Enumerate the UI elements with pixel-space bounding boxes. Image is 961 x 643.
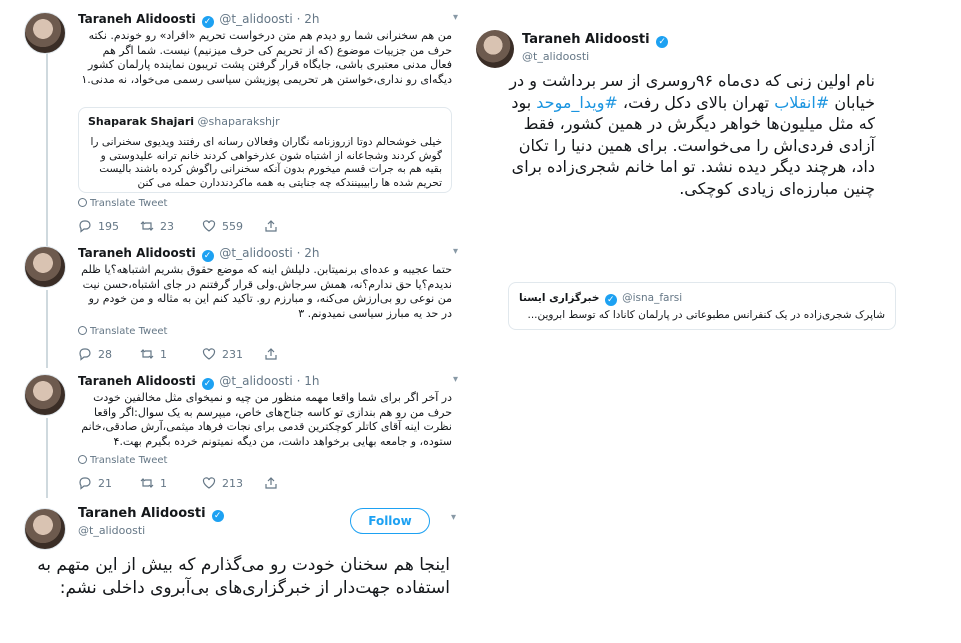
tweet-header — [78, 12, 448, 28]
tweet-text: در آخر اگر برای شما واقعا مهمه منظور من چیه و نمیخوای مثل مخالفین خودت حرف من رو هم بندازی تو کاسه جناح‌های خاص، میپرسم به یک سوال:اگر واقعا نظرت اینه آقای کاتلر کوچکترین قدمی برای نجات فرهاد میثمی،آرش صادقی،خانم ستوده، و جامعه بهایی برخواهد داشت، من دیگه نمیتونم خرده بگیرم بهت.۴ — [81, 391, 452, 448]
retweet-button[interactable] — [140, 219, 174, 233]
embedded-tweet[interactable] — [462, 0, 961, 643]
retweet-icon — [140, 347, 154, 361]
quoted-tweet-text: شاپرک شجری‌زاده در یک کنفرانس مطبوعاتی در پارلمان کانادا که توسط ابروین... — [527, 309, 885, 321]
tweet-time[interactable]: · 2h — [296, 12, 320, 26]
reply-button[interactable] — [78, 219, 119, 233]
tweet-time[interactable]: · 2h — [296, 246, 320, 260]
thread-tweet-2[interactable] — [10, 246, 458, 364]
tweet-actions — [78, 347, 318, 363]
quoted-author-handle: @isna_farsi — [622, 292, 683, 304]
heart-icon — [202, 347, 216, 361]
share-icon — [264, 219, 278, 233]
author-handle[interactable]: @t_alidoosti — [219, 12, 293, 26]
tweet-actions — [78, 219, 318, 235]
tweet-text-part: بود که مثل میلیون‌ها خواهر دیگرش در همین کشور، فقط آزادی فردی‌اش را می‌خواست. برای همین دنیا را تکان داد، هرچند دیگر دیده نشد. تو اما خانم شجری‌زاده برای چنین مبارزه‌ای زیادی کوچکی. — [511, 92, 875, 198]
author-handle[interactable]: @t_alidoosti — [78, 524, 146, 537]
tweet-text-part: نام اولین زنی که دی‌ماه ۹۶روسری از سر برداشت و در خیابان — [509, 71, 875, 112]
reply-icon — [78, 347, 92, 361]
tweet-text: حتما عجیبه و عده‌ای برنمیتابن. دلیلش اینه که موضع حقوق بشریم اشتباهه؟یا ظلم ندیدم؟یا حق ندارم؟نه، همش سرجاش.ولی قرار گرفتنم در جای اشتباه،حسن نیت من نوعی رو بی‌ارزش می‌کنه، و مبارزم رو. تاکید کنم این به مثاله و من خودم رو در حد یه مبارز سیاسی نمیدونم. ۳ — [81, 263, 452, 320]
reply-count: 28 — [98, 347, 112, 361]
heart-icon — [202, 476, 216, 490]
author-name[interactable]: Taraneh Alidoosti — [78, 12, 196, 26]
quoted-author-handle: @shaparakshjr — [197, 115, 280, 128]
like-count: 213 — [222, 476, 243, 490]
author-name[interactable]: Taraneh Alidoosti — [78, 506, 206, 521]
retweet-count: 1 — [160, 476, 167, 490]
reply-icon — [78, 219, 92, 233]
author-handle[interactable]: @t_alidoosti — [219, 374, 293, 388]
avatar[interactable] — [24, 12, 66, 54]
tweet-header — [78, 506, 226, 522]
like-count: 231 — [222, 347, 243, 361]
verified-badge-icon: ✓ — [605, 294, 617, 306]
translate-tweet-link[interactable] — [78, 455, 167, 466]
avatar[interactable] — [24, 246, 66, 288]
reply-count: 195 — [98, 219, 119, 233]
like-button[interactable] — [202, 219, 243, 233]
globe-icon — [78, 455, 87, 464]
verified-badge-icon: ✓ — [656, 36, 668, 48]
author-handle[interactable]: @t_alidoosti — [522, 50, 590, 63]
retweet-icon — [140, 476, 154, 490]
retweet-count: 1 — [160, 347, 167, 361]
tweet-time[interactable]: · 1h — [296, 374, 320, 388]
share-button[interactable] — [264, 347, 278, 361]
globe-icon — [78, 198, 87, 207]
author-name[interactable]: Taraneh Alidoosti — [78, 374, 196, 388]
reply-icon — [78, 476, 92, 490]
translate-label: Translate Tweet — [90, 326, 168, 337]
share-icon — [264, 476, 278, 490]
author-name[interactable]: Taraneh Alidoosti — [522, 32, 650, 47]
share-button[interactable] — [264, 476, 278, 490]
like-count: 559 — [222, 219, 243, 233]
chevron-down-icon[interactable]: ▾ — [450, 512, 456, 523]
reply-button[interactable] — [78, 476, 112, 490]
author-handle[interactable]: @t_alidoosti — [219, 246, 293, 260]
tweet-header — [78, 374, 448, 390]
tweet-text: من هم سخنرانی شما رو دیدم هم متن درخواست تحریم «افراد» رو خوندم. نکته حرف من جزییات موضوع (که از تحریم کی حرف میزنیم) نیست. شما اگر هم فعال مدنی معتبری باشی، جایگاه قرار گرفتن پشت تریبون نماینده پارلمان کشور دیگه‌ای رو نداری،خواستن هر تحریمی پوزیشن سیاسی رسمی می‌خواد، نه مدنی.۱ — [81, 29, 452, 86]
hashtag-link[interactable]: #انقلاب — [774, 92, 830, 112]
retweet-button[interactable] — [140, 347, 167, 361]
share-button[interactable] — [264, 219, 278, 233]
translate-tweet-link[interactable] — [78, 198, 167, 209]
tweet-actions — [78, 476, 318, 492]
translate-label: Translate Tweet — [90, 455, 168, 466]
quoted-author-name: خبرگزاری ایسنا — [519, 292, 600, 304]
chevron-down-icon[interactable]: ▾ — [452, 246, 458, 257]
quoted-tweet-text: خیلی خوشحالم دوتا ازروزنامه نگاران وفعالان رسانه ای رفتند ویدیوی سخنرانی را گوش کردند وشجاعانه از اشتباه شون عذرخواهی کردند خانم ترانه علیدوستی و بقیه هم به جرات قسم میخورم بدون آنکه سخنرانی راگوش کرده باشند بالیست تحریم شده ها رابیبینندکه چه جنایتی به همه ماکردنددارن حمله می کنن — [90, 136, 442, 189]
retweet-icon — [140, 219, 154, 233]
translate-tweet-link[interactable] — [78, 326, 167, 337]
hashtag-link[interactable]: #ویدا_موحد — [536, 92, 618, 112]
quoted-tweet-card[interactable] — [508, 282, 896, 330]
quoted-tweet[interactable] — [78, 107, 452, 193]
thread-column — [10, 0, 458, 643]
quoted-tweet-header — [88, 115, 442, 128]
quoted-tweet-header — [519, 292, 682, 306]
main-tweet[interactable] — [10, 506, 458, 641]
tweet-header — [78, 246, 448, 262]
tweet-text-part: تهران بالای دکل رفت، — [617, 92, 775, 112]
verified-badge-icon: ✓ — [202, 378, 214, 390]
chevron-down-icon[interactable]: ▾ — [452, 12, 458, 23]
globe-icon — [78, 326, 87, 335]
heart-icon — [202, 219, 216, 233]
author-name[interactable]: Taraneh Alidoosti — [78, 246, 196, 260]
reply-count: 21 — [98, 476, 112, 490]
follow-button[interactable]: Follow — [350, 508, 430, 534]
verified-badge-icon: ✓ — [212, 510, 224, 522]
chevron-down-icon[interactable]: ▾ — [452, 374, 458, 385]
avatar[interactable] — [24, 374, 66, 416]
verified-badge-icon: ✓ — [202, 16, 214, 28]
retweet-count: 23 — [160, 219, 174, 233]
like-button[interactable] — [202, 347, 243, 361]
translate-label: Translate Tweet — [90, 198, 168, 209]
thread-tweet-1[interactable] — [10, 12, 458, 237]
tweet-text: اینجا هم سخنان خودت رو می‌گذارم که بیش از این متهم به استفاده جهت‌دار از خبرگزاری‌های بی‌آبروی داخلی نشم: — [37, 555, 450, 598]
retweet-button[interactable] — [140, 476, 167, 490]
tweet-text — [502, 70, 875, 199]
avatar[interactable] — [24, 508, 66, 550]
like-button[interactable] — [202, 476, 243, 490]
avatar[interactable] — [476, 30, 514, 68]
thread-tweet-3[interactable] — [10, 374, 458, 492]
author-name-row — [522, 32, 670, 48]
verified-badge-icon: ✓ — [202, 250, 214, 262]
share-icon — [264, 347, 278, 361]
reply-button[interactable] — [78, 347, 112, 361]
quoted-author-name: Shaparak Shajari — [88, 115, 195, 128]
